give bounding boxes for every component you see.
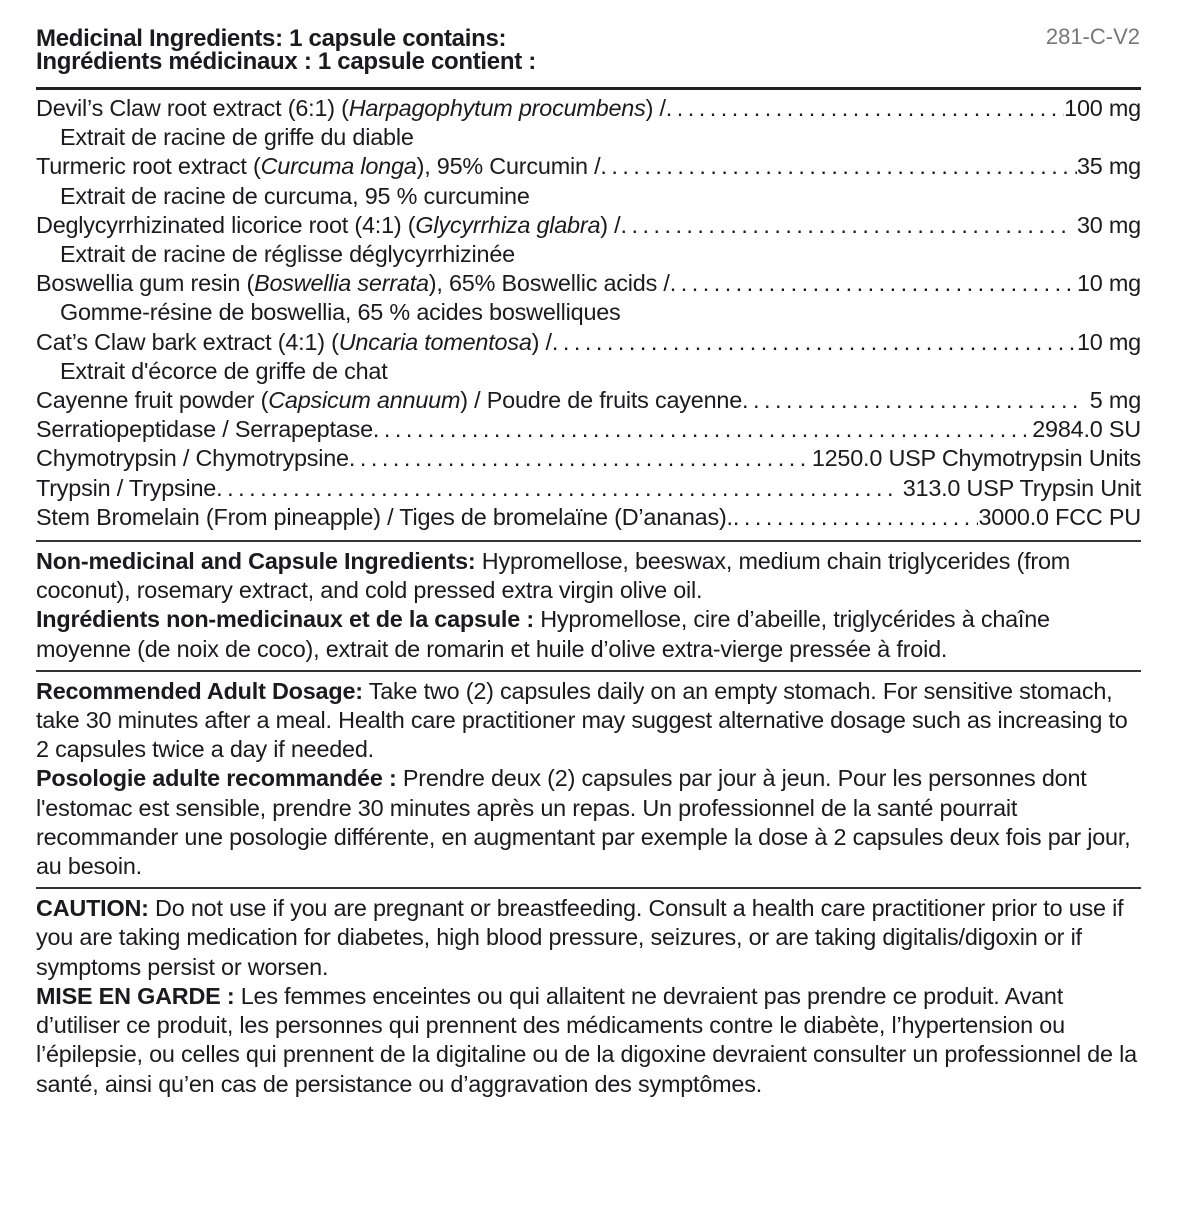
ingredient-name-suffix: ) / (600, 211, 621, 238)
ingredient-name (36, 474, 216, 503)
caution-en-text: Do not use if you are pregnant or breastfeeding. Consult a health care practitioner prior to use if you are taking medication for diabetes, high blood pressure, seizures, or are taking digitalis/digoxin or if symptoms persist or worsen. (36, 895, 1124, 980)
dot-leader (373, 415, 1026, 444)
ingredient-name-suffix: ) / (531, 328, 552, 355)
ingredient-latin-name: Harpagophytum procumbens (348, 95, 646, 121)
ingredient-row (36, 415, 1141, 444)
caution-fr-text: Les femmes enceintes ou qui allaitent ne devraient pas prendre ce produit. Avant d’utiliser ce produit, les personnes qui prennent des médicaments contre le diabète, l’hypertension ou l’épilepsie, ou celles qui prennent de la digitaline ou de la digoxine devraient consulter un professionnel de la santé, ainsi qu’en cas de persistance ou d’aggravation des symptômes. (36, 982, 1137, 1097)
ingredient-name-text: Boswellia gum resin ( (36, 270, 255, 297)
dosage-en-text: Take two (2) capsules daily on an empty stomach. For sensitive stomach, take 30 minutes after a meal. Health care practitioner may suggest alternative dosage such as increasing to 2 capsules twice a day if needed. (36, 677, 1128, 763)
nonmed-fr-text: Hypromellose, cire d’abeille, triglycérides à chaîne moyenne (de noix de coco), extrait de romarin et huile d’olive extra-vierge pressée à froid. (36, 606, 1050, 662)
dot-leader (666, 94, 1064, 123)
ingredient-name-text: Cat’s Claw bark extract (4:1) ( (36, 328, 339, 355)
ingredient-name-text: Cayenne fruit powder ( (36, 387, 269, 414)
ingredient-row (36, 94, 1141, 123)
dot-leader (733, 503, 979, 532)
ingredient-amount: 313.0 USP Trypsin Unit (896, 474, 1141, 501)
ingredient-french-name: Extrait d'écorce de griffe de chat (60, 357, 388, 384)
ingredient-name (36, 94, 666, 123)
ingredient-amount: 30 mg (1070, 211, 1141, 238)
dosage-en-label: Recommended Adult Dosage: (36, 677, 363, 704)
ingredient-name-suffix: ), 95% Curcumin / (416, 153, 601, 180)
divider (36, 670, 1141, 672)
nonmed-en-label: Non-medicinal and Capsule Ingredients: (36, 548, 476, 575)
ingredient-name (36, 386, 742, 415)
ingredient-french-name: Gomme-résine de boswellia, 65 % acides boswelliques (60, 299, 621, 326)
dot-leader (742, 386, 1083, 415)
ingredient-amount: 5 mg (1083, 387, 1141, 414)
ingredient-name-text: Turmeric root extract ( (36, 153, 261, 180)
label-panel (36, 27, 1141, 1099)
ingredient-row (36, 152, 1141, 181)
dot-leader (620, 211, 1070, 240)
ingredient-french-name: Extrait de racine de réglisse déglycyrrhizinée (60, 241, 515, 268)
ingredient-list (36, 94, 1141, 532)
ingredient-name (36, 503, 733, 532)
ingredient-amount: 35 mg (1076, 153, 1141, 180)
divider (36, 540, 1141, 542)
dot-leader (670, 269, 1077, 298)
header-en: Medicinal Ingredients: 1 capsule contains: (36, 25, 507, 52)
ingredient-name-text: Stem Bromelain (From pineapple) / Tiges de bromelaïne (D’ananas). (36, 503, 733, 530)
label-code: 281-C-V2 (1045, 24, 1140, 49)
ingredient-latin-name: Curcuma longa (260, 153, 417, 180)
nonmedicinal-section (36, 547, 1141, 664)
dosage-fr-label: Posologie adulte recommandée : (36, 765, 397, 792)
ingredient-latin-name: Uncaria tomentosa (338, 328, 532, 355)
ingredient-name-text: Trypsin / Trypsine (36, 474, 217, 501)
ingredient-name (36, 211, 620, 240)
ingredient-row (36, 328, 1141, 357)
divider (36, 887, 1141, 889)
dot-leader (349, 444, 812, 473)
ingredient-name (36, 328, 552, 357)
ingredient-row (36, 474, 1141, 503)
ingredient-amount: 10 mg (1076, 328, 1141, 355)
dosage-fr-text: Prendre deux (2) capsules par jour à jeun. Pour les personnes dont l'estomac est sensible, prendre 30 minutes après un repas. Un professionnel de la santé pourrait recommander une posologie différente, en augmentant par exemple la dose à 2 capsules deux fois par jour, au besoin. (36, 765, 1131, 880)
ingredient-french-name: Extrait de racine de griffe du diable (60, 124, 414, 151)
ingredient-amount: 10 mg (1076, 270, 1141, 297)
ingredient-name-text: Deglycyrrhizinated licorice root (4:1) ( (36, 211, 416, 238)
ingredient-name-suffix: ) / Poudre de fruits cayenne (460, 387, 743, 414)
ingredient-name-text: Serratiopeptidase / Serrapeptase (36, 416, 373, 443)
caution-fr-label: MISE EN GARDE : (36, 982, 235, 1009)
ingredient-amount: 100 mg (1064, 95, 1141, 121)
ingredient-latin-name: Boswellia serrata (254, 270, 429, 297)
ingredient-row (36, 386, 1141, 415)
ingredient-amount: 3000.0 FCC PU (978, 503, 1141, 530)
dosage-section (36, 677, 1141, 881)
ingredient-row (36, 211, 1141, 240)
ingredient-french-name: Extrait de racine de curcuma, 95 % curcumine (60, 182, 530, 209)
ingredient-name (36, 269, 670, 298)
nonmed-en-text: Hypromellose, beeswax, medium chain triglycerides (from coconut), rosemary extract, and cold pressed extra virgin olive oil. (36, 548, 1071, 604)
ingredient-row (36, 503, 1141, 532)
ingredient-name-text: Devil’s Claw root extract (6:1) ( (36, 95, 349, 121)
dot-leader (552, 328, 1077, 357)
caution-section (36, 894, 1141, 1098)
ingredient-name-suffix: ), 65% Boswellic acids / (428, 270, 670, 297)
nonmed-fr-label: Ingrédients non-medicinaux et de la capsule : (36, 606, 534, 633)
caution-en-label: CAUTION: (36, 895, 149, 922)
header (36, 27, 1141, 73)
ingredient-name (36, 444, 349, 473)
header-fr: Ingrédients médicinaux : 1 capsule contient : (36, 48, 536, 75)
ingredient-amount: 2984.0 SU (1025, 416, 1141, 443)
ingredient-latin-name: Capsicum annuum (268, 387, 461, 414)
divider (36, 87, 1141, 90)
dot-leader (216, 474, 896, 503)
ingredient-name-text: Chymotrypsin / Chymotrypsine (36, 445, 349, 472)
ingredient-name (36, 152, 600, 181)
dot-leader (600, 152, 1077, 181)
ingredient-row (36, 269, 1141, 298)
ingredient-row (36, 444, 1141, 473)
ingredient-name-suffix: ) / (645, 95, 666, 121)
ingredient-latin-name: Glycyrrhiza glabra (415, 211, 601, 238)
ingredient-name (36, 415, 373, 444)
ingredient-amount: 1250.0 USP Chymotrypsin Units (811, 445, 1141, 472)
